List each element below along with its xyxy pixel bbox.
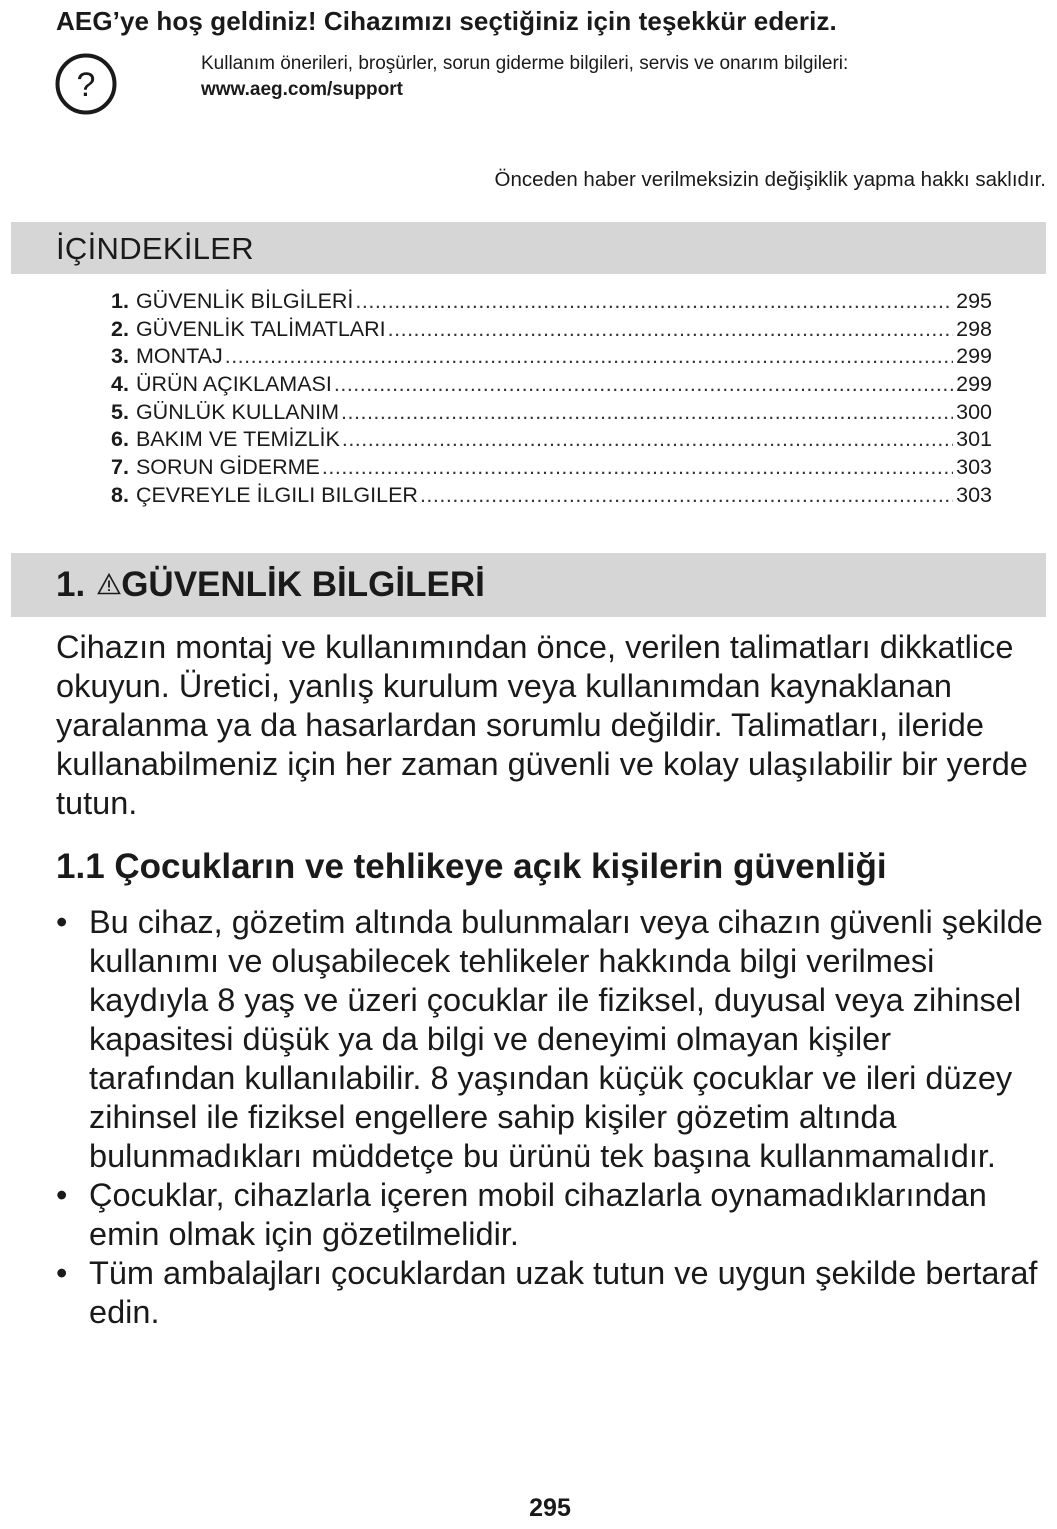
toc-entry-label: BAKIM VE TEMİZLİK xyxy=(135,427,340,452)
toc-dot-leader xyxy=(225,343,953,371)
toc-entry-page: 301 xyxy=(956,427,992,452)
bullet-text: Çocuklar, cihazlarla içeren mobil cihazlarla oynamadıklarından emin olmak için gözetilmelidir. xyxy=(89,1177,987,1252)
toc-entry-page: 298 xyxy=(956,316,992,341)
section-heading xyxy=(56,565,485,605)
toc-entry-page: 303 xyxy=(956,455,992,480)
toc-entry[interactable] xyxy=(111,371,992,399)
toc-entry[interactable] xyxy=(111,426,992,454)
support-description: Kullanım önerileri, broşürler, sorun giderme bilgileri, servis ve onarım bilgileri: xyxy=(201,53,849,74)
bullet-text: Bu cihaz, gözetim altında bulunmaları veya cihazın güvenli şekilde kullanımı ve oluşabilecek tehlikeler hakkında bilgi verilmesi kaydıyla 8 yaş ve üzeri çocuklar ile fiziksel, duyusal veya zihinsel kapasitesi düşük ya da bilgi ve deneyimi olmayan kişiler tarafından kullanılabilir. 8 yaşından küçük çocuklar ve ileri düzey zihinsel ile fiziksel engellere sahip kişiler gözetim altında bulunmadıkları müddetçe bu ürünü tek başına kullanmamalıdır. xyxy=(89,904,1043,1174)
toc-dot-leader xyxy=(388,316,953,344)
toc-dot-leader xyxy=(355,288,953,316)
toc-entry[interactable] xyxy=(111,454,992,482)
subsection-heading: 1.1 Çocukların ve tehlikeye açık kişilerin güvenliği xyxy=(56,847,887,886)
section-title: GÜVENLİK BİLGİLERİ xyxy=(121,565,485,604)
toc-entry-page: 300 xyxy=(956,399,992,424)
bullet-marker: • xyxy=(56,1255,68,1291)
support-info xyxy=(201,51,848,103)
toc-dot-leader xyxy=(341,399,953,427)
toc-entry-number: 6. xyxy=(111,427,129,452)
toc-entry-label: ÇEVREYLE İLGILI BILGILER xyxy=(135,482,418,507)
help-question-icon xyxy=(54,52,118,116)
toc-dot-leader xyxy=(334,371,953,399)
toc-entry-page: 299 xyxy=(956,372,992,397)
toc-entry-label: GÜNLÜK KULLANIM xyxy=(135,399,340,424)
table-of-contents xyxy=(111,288,992,510)
bullet-marker: • xyxy=(56,1177,68,1213)
page-number: 295 xyxy=(529,1494,571,1522)
toc-entry-page: 295 xyxy=(956,289,992,313)
list-item xyxy=(56,1176,1046,1254)
list-item xyxy=(56,1254,1046,1332)
toc-dot-leader xyxy=(322,454,953,482)
support-link[interactable]: www.aeg.com/support xyxy=(201,79,403,100)
toc-entry-number: 4. xyxy=(111,372,129,397)
section-number: 1. xyxy=(56,565,86,604)
welcome-heading: AEG’ye hoş geldiniz! Cihazımızı seçtiğiniz için teşekkür ederiz. xyxy=(56,6,837,36)
toc-entry-number: 2. xyxy=(111,316,129,341)
toc-entry-label: ÜRÜN AÇIKLAMASI xyxy=(135,372,332,397)
toc-header-band xyxy=(11,222,1046,274)
toc-entry-label: SORUN GİDERME xyxy=(135,455,320,480)
toc-heading: İÇİNDEKİLER xyxy=(56,231,254,266)
toc-entry-label: MONTAJ xyxy=(135,344,223,369)
toc-entry-label: GÜVENLİK TALİMATLARI xyxy=(135,316,386,341)
section-header-band xyxy=(11,553,1046,617)
intro-paragraph: Cihazın montaj ve kullanımından önce, verilen talimatları dikkatlice okuyun. Üretici, yanlış kurulum veya kullanımdan kaynaklanan yaralanma ya da hasarlardan sorumlu değildir. Talimatları, ileride kullanabilmeniz için her zaman güvenli ve kolay ulaşılabilir bir yerde tutun. xyxy=(56,629,1028,821)
toc-entry[interactable] xyxy=(111,316,992,344)
toc-entry-number: 7. xyxy=(111,455,129,480)
toc-dot-leader xyxy=(420,482,953,510)
toc-entry[interactable] xyxy=(111,482,992,510)
toc-entry-number: 3. xyxy=(111,344,129,369)
disclaimer: Önceden haber verilmeksizin değişiklik yapma hakkı saklıdır. xyxy=(494,168,1046,191)
list-item xyxy=(56,903,1046,1176)
toc-entry-page: 299 xyxy=(956,344,992,369)
safety-bullet-list xyxy=(56,903,1046,1332)
warning-triangle-icon xyxy=(97,573,121,595)
toc-entry-number: 5. xyxy=(111,399,129,424)
svg-text:?: ? xyxy=(76,66,96,104)
toc-entry[interactable] xyxy=(111,399,992,427)
toc-entry-number: 8. xyxy=(111,482,129,507)
toc-entry-label: GÜVENLİK BİLGİLERİ xyxy=(135,289,354,313)
toc-entry-number: 1. xyxy=(111,289,129,313)
bullet-marker: • xyxy=(56,904,68,940)
toc-entry-page: 303 xyxy=(956,482,992,507)
bullet-text: Tüm ambalajları çocuklardan uzak tutun ve uygun şekilde bertaraf edin. xyxy=(89,1255,1038,1330)
toc-entry[interactable] xyxy=(111,343,992,371)
toc-entry[interactable] xyxy=(111,288,992,316)
toc-dot-leader xyxy=(342,426,953,454)
